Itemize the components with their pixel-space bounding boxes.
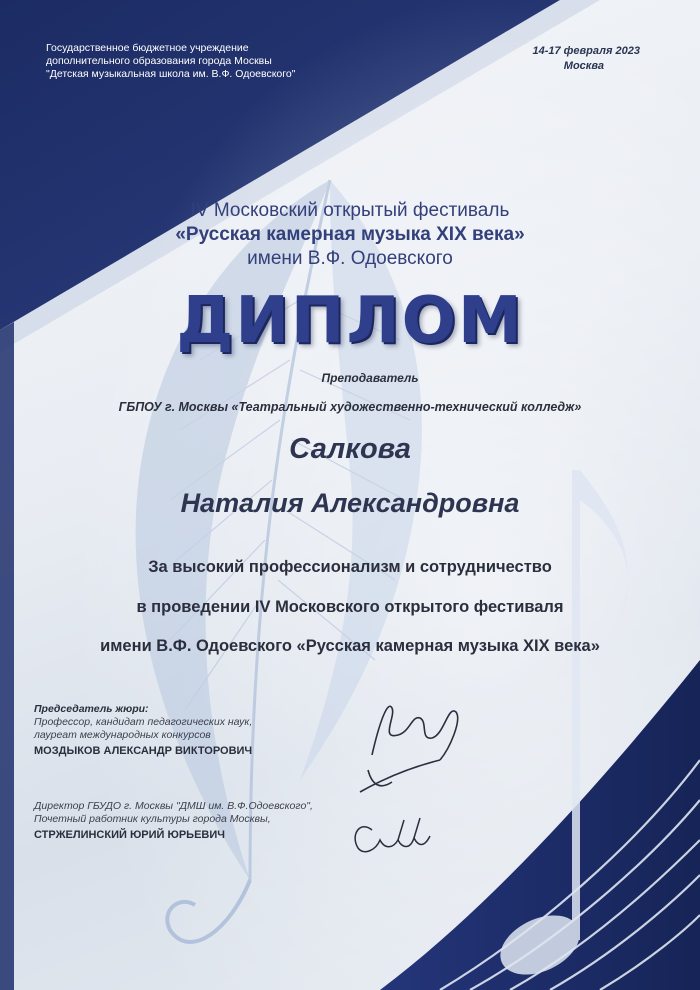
festival-line-3: имени В.Ф. Одоевского <box>247 248 453 269</box>
reason-line-2: в проведении IV Московского открытого фестиваля <box>136 598 564 616</box>
signatory1-name: МОЗДЫКОВ АЛЕКСАНДР ВИКТОРОВИЧ <box>34 745 253 757</box>
signatory1-line-1: Профессор, кандидат педагогических наук, <box>34 716 253 728</box>
signatory-director <box>34 800 354 842</box>
signatory2-name: СТРЖЕЛИНСКИЙ ЮРИЙ ЮРЬЕВИЧ <box>34 829 226 841</box>
signatory2-line-1: Директор ГБУДО г. Москвы "ДМШ им. В.Ф.Одоевского", <box>34 800 313 812</box>
signatory1-heading: Председатель жюри: <box>34 703 149 715</box>
event-dates: 14-17 февраля 2023 <box>532 45 640 57</box>
diploma-title: ДИПЛОМ <box>176 284 524 358</box>
festival-line-1: IV Московский открытый фестиваль <box>190 200 510 221</box>
reason-line-1: За высокий профессионализм и сотрудничество <box>148 558 552 576</box>
festival-line-2: «Русская камерная музыка XIX века» <box>175 224 525 245</box>
event-date-block <box>470 44 640 74</box>
recipient-given-names: Наталия Александровна <box>180 488 520 518</box>
signatory2-line-2: Почетный работник культуры города Москвы, <box>34 813 271 825</box>
recipient-role: Преподаватель <box>321 371 419 385</box>
recipient-role-row <box>40 371 660 385</box>
organization-line-3: "Детская музыкальная школа им. В.Ф. Одоевского" <box>46 68 296 80</box>
event-city: Москва <box>563 60 604 72</box>
signatory-jury-chair <box>34 703 354 758</box>
reason-line-3: имени В.Ф. Одоевского «Русская камерная музыка XIX века» <box>100 637 600 655</box>
recipient-institution: ГБПОУ г. Москвы «Театральный художественно-технический колледж» <box>118 400 582 414</box>
organization-line-1: Государственное бюджетное учреждение <box>46 42 249 54</box>
organization-line-2: дополнительного образования города Москвы <box>46 55 272 67</box>
recipient-surname: Салкова <box>289 433 411 465</box>
signatory1-line-2: лауреат международных конкурсов <box>34 729 211 741</box>
organization-block <box>46 42 376 81</box>
